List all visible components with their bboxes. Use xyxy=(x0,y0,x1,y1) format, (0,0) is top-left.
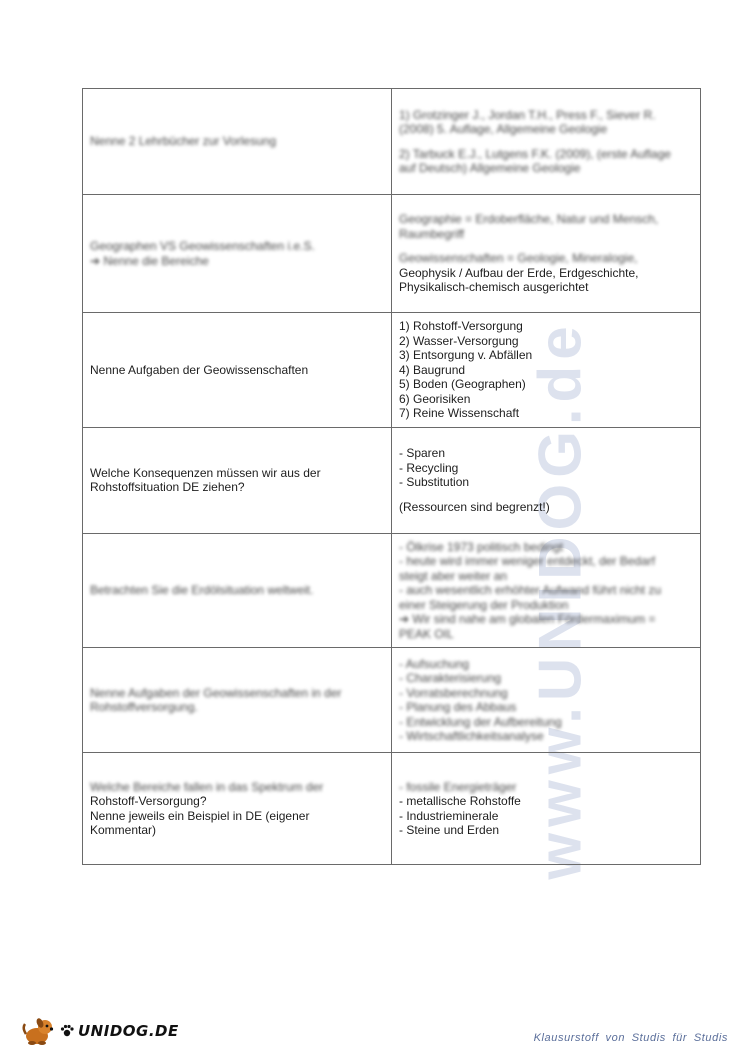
question-line: Nenne Aufgaben der Geowissenschaften in der xyxy=(90,685,342,700)
paragraph-gap xyxy=(399,137,693,147)
question-cell xyxy=(83,195,392,313)
answer-cell xyxy=(392,89,701,195)
answer-cell xyxy=(392,427,701,533)
question-cell xyxy=(83,313,392,428)
question-line: Geographen VS Geowissenschaften i.e.S. xyxy=(90,239,315,253)
answer-line: (Ressourcen sind begrenzt!) xyxy=(399,499,550,514)
question-cell xyxy=(83,427,392,533)
answer-line: ➔ Wir sind nahe am globalen Fördermaximum = xyxy=(399,612,656,626)
answer-cell xyxy=(392,533,701,648)
answer-line: - heute wird immer weniger entdeckt, der Bedarf xyxy=(399,554,656,568)
footer-tagline: Klausurstoff von Studis für Studis xyxy=(533,1032,728,1044)
paw-icon xyxy=(60,1024,74,1038)
table-row xyxy=(83,89,701,195)
answer-line: - auch wesentlich erhöhter Aufwand führt nicht zu xyxy=(399,583,662,597)
answer-line: Raumbegriff xyxy=(399,226,465,241)
answer-cell xyxy=(392,195,701,313)
answer-line: 2) Wasser-Versorgung xyxy=(399,333,519,348)
question-line: Kommentar) xyxy=(90,823,157,837)
answer-line: - metallische Rohstoffe xyxy=(399,794,521,808)
answer-line: 4) Baugrund xyxy=(399,362,466,377)
question-cell xyxy=(83,648,392,753)
question-line: ➔ Nenne die Bereiche xyxy=(90,253,209,268)
table-row xyxy=(83,195,701,313)
answer-line: - Ölkrise 1973 politisch bedingt xyxy=(399,539,564,554)
answer-cell xyxy=(392,313,701,428)
answer-line: - Entwicklung der Aufbereitung xyxy=(399,714,562,729)
answer-line: auf Deutsch) Allgemeine Geologie xyxy=(399,161,581,175)
dog-mascot-icon xyxy=(22,1016,56,1046)
answer-line: Geowissenschaften = Geologie, Mineralogie, xyxy=(399,251,638,266)
question-line: Rohstoffsituation DE ziehen? xyxy=(90,480,245,494)
question-line: Welche Konsequenzen müssen wir aus der xyxy=(90,465,321,480)
answer-line: 5) Boden (Geographen) xyxy=(399,377,526,391)
paragraph-gap xyxy=(399,490,693,500)
unidog-logo-link[interactable] xyxy=(22,1016,179,1046)
question-line: Betrachten Sie die Erdölsituation weltweit. xyxy=(90,583,314,597)
answer-cell xyxy=(392,753,701,865)
answer-line: - Steine und Erden xyxy=(399,823,500,837)
answer-line: (2008) 5. Auflage, Allgemeine Geologie xyxy=(399,122,608,136)
answer-line: 7) Reine Wissenschaft xyxy=(399,406,520,420)
answer-cell xyxy=(392,648,701,753)
logo-text: UNIDOG.DE xyxy=(78,1022,179,1040)
answer-line: steigt aber weiter an xyxy=(399,568,508,583)
answer-line: - fossile Energieträger xyxy=(399,779,517,794)
watermark-text: www.UNIDOG.de xyxy=(526,320,594,880)
question-cell xyxy=(83,533,392,648)
question-line: Rohstoff-Versorgung? xyxy=(90,794,207,808)
answer-line: 1) Grotzinger J., Jordan T.H., Press F., Siever R. xyxy=(399,107,656,122)
table-row xyxy=(83,648,701,753)
question-line: Rohstoffversorgung. xyxy=(90,700,198,714)
question-line: Nenne Aufgaben der Geowissenschaften xyxy=(90,362,309,377)
table-row xyxy=(83,533,701,648)
question-cell xyxy=(83,753,392,865)
answer-line: 2) Tarbuck E.J., Lutgens F.K. (2009), (erste Auflage xyxy=(399,146,671,161)
answer-line: - Aufsuchung xyxy=(399,656,470,671)
answer-line: einer Steigerung der Produktion xyxy=(399,597,569,612)
answer-line: - Industrieminerale xyxy=(399,808,499,823)
answer-line: - Substitution xyxy=(399,475,470,489)
answer-line: Geographie = Erdoberfläche, Natur und Mensch, xyxy=(399,212,659,227)
answer-line: Physikalisch-chemisch ausgerichtet xyxy=(399,280,589,295)
answer-line: - Vorratsberechnung xyxy=(399,685,508,700)
answer-line: 6) Georisiken xyxy=(399,391,471,406)
answer-line: Geophysik / Aufbau der Erde, Erdgeschichte, xyxy=(399,265,639,280)
answer-line: 1) Rohstoff-Versorgung xyxy=(399,319,523,333)
question-line: Welche Bereiche fallen in das Spektrum der xyxy=(90,779,324,794)
answer-line: - Charakterisierung xyxy=(399,671,502,685)
question-line: Nenne 2 Lehrbücher zur Vorlesung xyxy=(90,134,277,149)
answer-line: PEAK OIL xyxy=(399,626,454,641)
table-row xyxy=(83,427,701,533)
table-row xyxy=(83,313,701,428)
question-line: Nenne jeweils ein Beispiel in DE (eigener xyxy=(90,808,310,823)
paragraph-gap xyxy=(399,241,693,251)
answer-line: - Sparen xyxy=(399,446,446,460)
question-cell xyxy=(83,89,392,195)
flashcard-table xyxy=(82,88,701,865)
table-row xyxy=(83,753,701,865)
answer-line: - Planung des Abbaus xyxy=(399,700,517,714)
answer-line: 3) Entsorgung v. Abfällen xyxy=(399,348,533,362)
answer-line: - Wirtschaftlichkeitsanalyse xyxy=(399,729,544,743)
answer-line: - Recycling xyxy=(399,460,459,475)
